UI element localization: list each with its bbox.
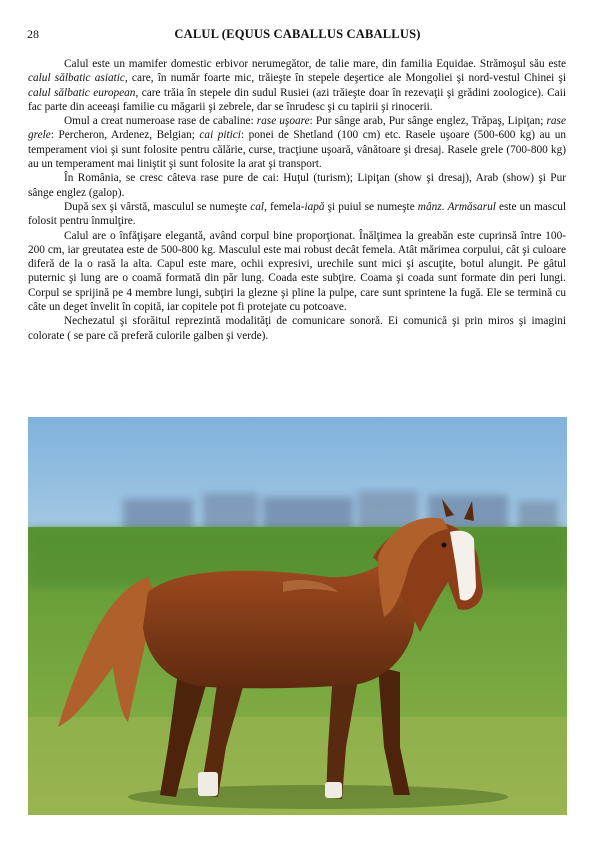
page-number: 28 bbox=[27, 27, 39, 41]
text-segment: : Pur sânge arab, Pur sânge englez, Trăpaş, Lipiţan; bbox=[309, 115, 547, 128]
italic-term: cal bbox=[250, 200, 265, 213]
text-segment: , femela- bbox=[264, 200, 305, 213]
horse-photo bbox=[28, 417, 567, 815]
paragraph bbox=[28, 171, 566, 200]
italic-term: mânz bbox=[417, 200, 442, 213]
italic-term: rase uşoare bbox=[256, 115, 310, 128]
text-segment: şi puiul se numeşte bbox=[324, 200, 418, 213]
paragraph bbox=[28, 314, 566, 343]
text-segment: : Percheron, Ardenez, Belgian; bbox=[50, 129, 200, 142]
body-text bbox=[28, 57, 566, 343]
text-segment: , care trăia în stepele din sudul Rusiei (azi trăieşte doar în rezevaţii şi grădini zoologice). Caii fac parte din aceeaşi familie cu măgarii şi zebrele, dar se înrudesc şi cu tapirii şi rinocerii. bbox=[28, 86, 566, 113]
horse-photo-icon bbox=[28, 417, 567, 815]
text-segment: , care, în număr foarte mic, trăieşte în stepele deşertice ale Mongoliei şi nord-vestul Chinei şi bbox=[124, 72, 566, 85]
text-segment: Calul are o înfăţişare elegantă, având corpul bine proporţionat. Înălţimea la greabăn este cuprinsă între 100-200 cm, iar greutatea este de 500-800 kg. Masculul este mai robust decât femela. Atât mărimea corpului, cât şi culoare diferă de la o rasă la alta. Capul este mare, ochii expresivi, urechile sunt mici şi ascuţite, botul alungit. Pe gâtul puternic şi lung are o coamă formată din păr lung. Coada este subţire. Coama şi coada sunt formate din peri lungi. Corpul se sprijină pe 4 membre lungi, subţiri la glezne şi pline la pulpe, care sunt sprintene la fugă. Ele se termină cu câte un deget învelit în copită, iar copitele pot fi protejate cu potcoave. bbox=[28, 229, 566, 314]
text-segment: Calul este un mamifer domestic erbivor nerumegător, de talie mare, din familia Equidae. Strămoşul său este bbox=[64, 58, 566, 70]
text-segment: este un mascul folosit pentru înmulţire. bbox=[28, 200, 567, 228]
text-segment: După sex şi vârstă, masculul se numeşte bbox=[64, 200, 251, 213]
paragraph bbox=[28, 200, 566, 229]
text-segment: : ponei de Shetland (100 cm) etc. Rasele uşoare (500-600 kg) au un temperament vioi şi sunt folosite pentru călărie, curse, tracţiune uşoară, vânătoare şi dresaj. Rasele grele (700-800 kg) au un temperament mai liniştit şi sunt folosite la arat şi transport. bbox=[28, 129, 566, 171]
text-segment: Omul a creat numeroase rase de cabaline: bbox=[64, 115, 257, 128]
italic-term: calul sălbatic asiatic bbox=[28, 72, 125, 85]
page-title: CALUL (EQUUS CABALLUS CABALLUS) bbox=[174, 27, 421, 41]
paragraph bbox=[28, 229, 566, 315]
italic-term: calul sălbatic european bbox=[28, 86, 136, 99]
text-segment: În România, se cresc câteva rase pure de cai: Huţul (turism); Lipiţan (show şi dresaj), Arab (show) şi Pur sânge englez (galop). bbox=[28, 172, 566, 199]
paragraph bbox=[28, 57, 566, 114]
italic-term: cai pitici bbox=[199, 129, 241, 142]
text-segment: . bbox=[441, 200, 448, 213]
italic-term: rase grele bbox=[28, 115, 566, 142]
italic-term: iapă bbox=[304, 200, 325, 213]
paragraph bbox=[28, 114, 566, 171]
italic-term: Armăsarul bbox=[447, 200, 496, 213]
text-segment: Nechezatul şi sforăitul reprezintă modalităţi de comunicare sonoră. Ei comunică şi prin miros şi imagini colorate ( se pare că preferă culorile galben şi verde). bbox=[28, 315, 566, 342]
